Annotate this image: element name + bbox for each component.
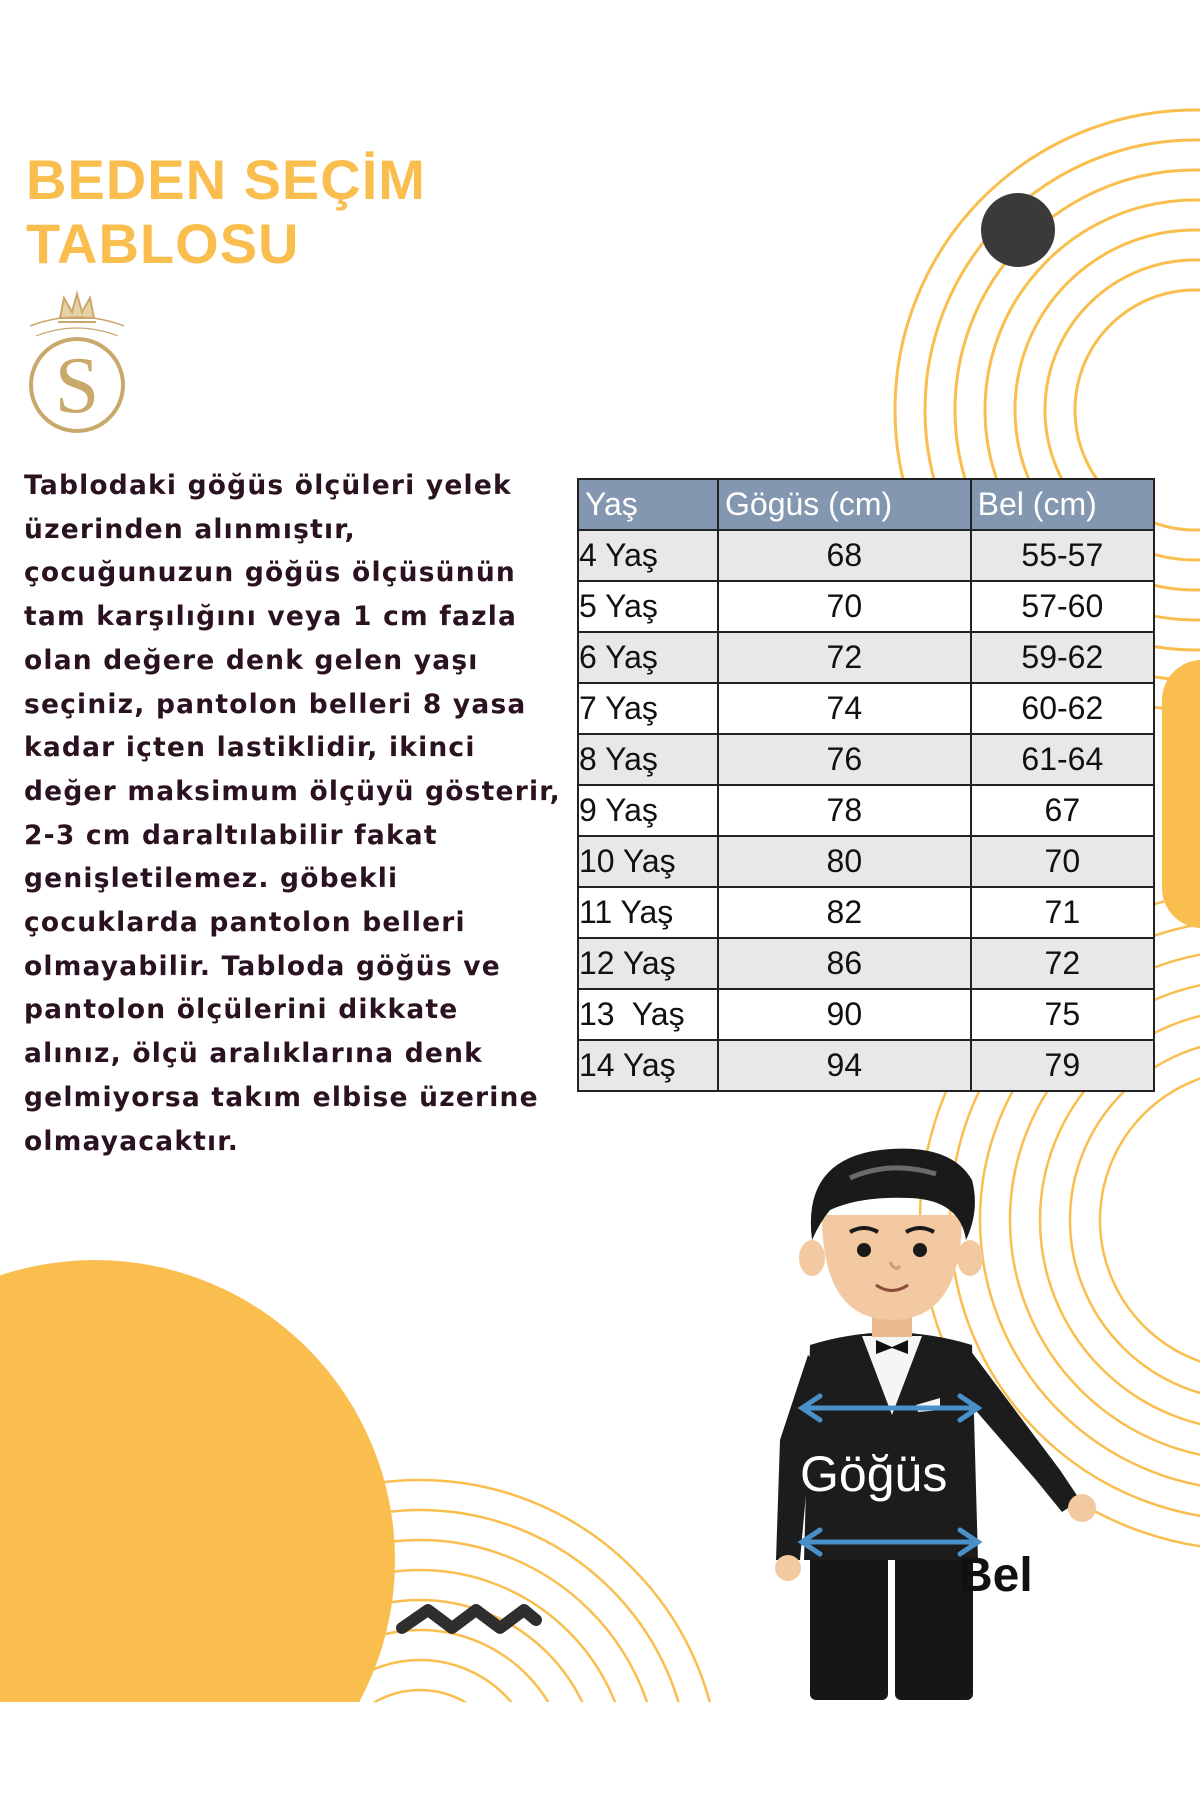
table-row [578, 785, 1154, 836]
cell-chest: 76 [718, 734, 971, 785]
table-row [578, 887, 1154, 938]
cell-chest: 86 [718, 938, 971, 989]
orange-circle-bottom-left [0, 1260, 395, 1800]
header-waist: Bel (cm) [971, 479, 1154, 530]
boy-suit-illustration [740, 1140, 1120, 1700]
cell-chest: 70 [718, 581, 971, 632]
right-hand [1068, 1494, 1096, 1522]
description-text: Tablodaki göğüs ölçüleri yelek üzerinden alınmıştır, çocuğunuzun göğüs ölçüsünün tam karşılığını veya 1 cm fazla olan değere denk gelen yaşı seçiniz, pantolon belleri 8 yasa kadar içten lastiklidir, ikinci değer maksimum ölçüyü gösterir, 2-3 cm daraltılabilir fakat genişletilemez. göbekli çocuklarda pantolon belleri olmayabilir. Tabloda göğüs ve pantolon ölçülerini dikkate alınız, ölçü aralıklarına denk gelmiyorsa takım elbise üzerine olmayacaktır. [24, 470, 561, 1157]
cell-age: 12 Yaş [578, 938, 718, 989]
table-row [578, 632, 1154, 683]
cell-waist: 79 [971, 1040, 1154, 1091]
table-row [578, 836, 1154, 887]
table-row [578, 734, 1154, 785]
table-row [578, 683, 1154, 734]
cell-chest: 72 [718, 632, 971, 683]
left-ear [799, 1240, 825, 1276]
logo-letter: S [54, 342, 100, 430]
cell-waist: 75 [971, 989, 1154, 1040]
table-row [578, 1040, 1154, 1091]
cell-age: 8 Yaş [578, 734, 718, 785]
size-table [577, 478, 1155, 1092]
orange-bar-right [1162, 660, 1200, 928]
header-age: Yaş [578, 479, 718, 530]
cell-age: 4 Yaş [578, 530, 718, 581]
cell-chest: 80 [718, 836, 971, 887]
table-header-row [578, 479, 1154, 530]
cell-waist: 60-62 [971, 683, 1154, 734]
title-line-1: BEDEN SEÇİM [26, 148, 426, 211]
cell-chest: 74 [718, 683, 971, 734]
zigzag-decoration [402, 1610, 536, 1628]
cell-chest: 82 [718, 887, 971, 938]
crown-icon [30, 294, 124, 336]
cell-waist: 72 [971, 938, 1154, 989]
cell-waist: 70 [971, 836, 1154, 887]
waist-label: Bel [958, 1549, 1033, 1602]
cell-age: 6 Yaş [578, 632, 718, 683]
header-chest: Gögüs (cm) [718, 479, 971, 530]
cell-chest: 78 [718, 785, 971, 836]
page-title [26, 148, 426, 276]
cell-age: 13 Yaş [578, 989, 718, 1040]
cell-age: 11 Yaş [578, 887, 718, 938]
table-row [578, 938, 1154, 989]
right-eye [913, 1243, 927, 1257]
cell-waist: 71 [971, 887, 1154, 938]
cell-age: 5 Yaş [578, 581, 718, 632]
chest-label: Göğüs [800, 1446, 948, 1502]
cell-age: 10 Yaş [578, 836, 718, 887]
cell-chest: 68 [718, 530, 971, 581]
right-ear [957, 1240, 983, 1276]
cell-waist: 67 [971, 785, 1154, 836]
brand-logo [20, 290, 135, 440]
cell-waist: 59-62 [971, 632, 1154, 683]
table-row [578, 530, 1154, 581]
cell-chest: 90 [718, 989, 971, 1040]
table-row [578, 581, 1154, 632]
cell-waist: 55-57 [971, 530, 1154, 581]
cell-age: 9 Yaş [578, 785, 718, 836]
cell-waist: 57-60 [971, 581, 1154, 632]
cell-waist: 61-64 [971, 734, 1154, 785]
dark-dot-decoration [981, 193, 1055, 267]
title-line-2: TABLOSU [26, 212, 300, 275]
cell-chest: 94 [718, 1040, 971, 1091]
trousers [810, 1540, 973, 1700]
right-arm [958, 1350, 1080, 1512]
left-hand [775, 1555, 801, 1581]
table-row [578, 989, 1154, 1040]
cell-age: 7 Yaş [578, 683, 718, 734]
left-eye [857, 1243, 871, 1257]
cell-age: 14 Yaş [578, 1040, 718, 1091]
